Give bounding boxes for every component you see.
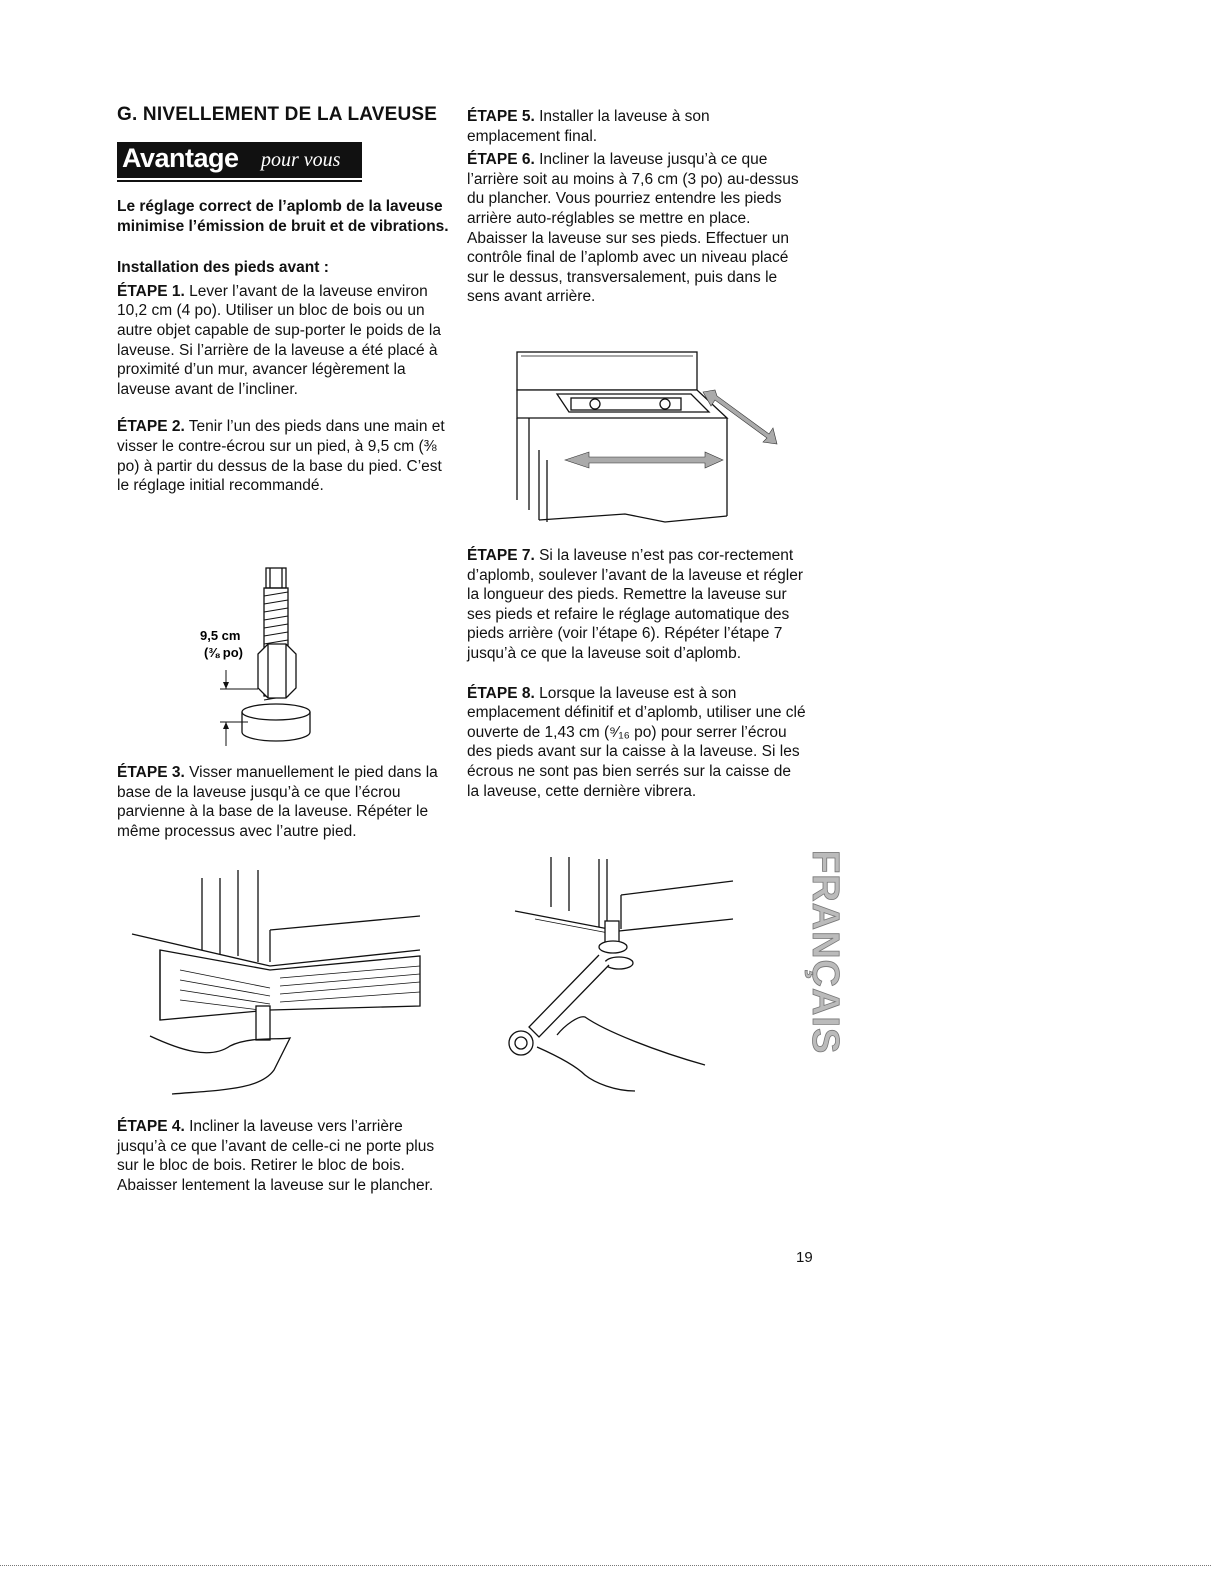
front-feet-heading: Installation des pieds avant : xyxy=(117,259,329,277)
step-7-text: Si la laveuse n’est pas cor-rectement d’aplomb, soulever l’avant de la laveuse et régler la longueur des pieds. Remettre la laveuse sur ses pieds et refaire le réglage automatique des pieds arrière (voir l’étape 6). Répéter l’étape 7 jusqu’à ce que la laveuse soit d’aplomb. xyxy=(467,547,804,662)
wrench-illustration xyxy=(495,855,745,1095)
step-2 xyxy=(117,417,452,495)
left-column-step4 xyxy=(117,1117,452,1195)
washer-level-illustration xyxy=(505,350,790,530)
language-tab-text: FRANÇAIS xyxy=(804,850,846,1055)
wood-block-illustration xyxy=(120,870,440,1100)
step-1 xyxy=(117,282,452,400)
avantage-badge xyxy=(117,142,362,178)
step-1-label: ÉTAPE 1. xyxy=(117,282,185,300)
foot-dimension-in: (⅜ po) xyxy=(204,645,243,660)
step-6-text: Incliner la laveuse jusqu’à ce que l’arrière soit au moins à 7,6 cm (3 po) au-dessus du plancher. Vous pourriez entendre les pieds arrière auto-réglables se mettre en place. Abaisser la laveuse sur ses pieds. Effectuer un contrôle final de l’aplomb avec un niveau placé sur le dessus, transversalement, puis dans le sens avant arrière. xyxy=(467,151,799,306)
down-arrow-icon xyxy=(223,682,229,689)
foot-dimension-cm: 9,5 cm xyxy=(200,628,241,643)
step-6 xyxy=(467,150,807,307)
page-bottom-rule xyxy=(0,1565,1211,1567)
section-title: G. NIVELLEMENT DE LA LAVEUSE xyxy=(117,104,438,125)
step-4-label: ÉTAPE 4. xyxy=(117,1118,185,1135)
step-7-label: ÉTAPE 7. xyxy=(467,547,535,564)
up-arrow-icon xyxy=(223,722,229,729)
step-8-text: Lorsque la laveuse est à son emplacement définitif et d’aplomb, utiliser une clé ouverte de 1,43 cm (⁹⁄₁₆ po) pour serrer l’écrou des pieds avant sur la caisse à la laveuse. Si les écrous ne sont pas bien serrés sur la caisse de la laveuse, cette dernière vibrera. xyxy=(467,684,806,800)
step-3-label: ÉTAPE 3. xyxy=(117,764,185,781)
step-8 xyxy=(467,684,807,802)
step-4 xyxy=(117,1117,452,1195)
step-1-text: Lever l’avant de la laveuse environ 10,2 cm (4 po). Utiliser un bloc de bois ou un autre objet capable de sup-porter le poids de la laveuse. Si l’arrière de la laveuse a été placé à proximité d’un mur, avancer légèrement la laveuse avant de l’incliner. xyxy=(117,282,441,398)
leveling-foot-illustration xyxy=(190,560,340,760)
language-side-tab xyxy=(793,850,853,1070)
step-2-label: ÉTAPE 2. xyxy=(117,418,185,436)
step-5-label: ÉTAPE 5. xyxy=(467,108,535,125)
step-3-text: Visser manuellement le pied dans la base de la laveuse jusqu’à ce que l’écrou parvienne à la base de la laveuse. Répéter le même processus avec l’autre pied. xyxy=(117,764,438,840)
step-2-text: Tenir l’un des pieds dans une main et visser le contre-écrou sur un pied, à 9,5 cm (⅜ po) à partir du dessus de la base du pied. C’est le réglage initial recommandé. xyxy=(117,418,445,495)
horizontal-level-arrow-icon xyxy=(565,452,723,468)
badge-italic-text: pour vous xyxy=(261,149,341,171)
step-7 xyxy=(467,546,807,664)
step-8-label: ÉTAPE 8. xyxy=(467,684,535,702)
right-column xyxy=(467,107,807,307)
step-4-text: Incliner la laveuse vers l’arrière jusqu’à ce que l’avant de celle-ci ne porte plus sur le bloc de bois. Retirer le bloc de bois. Abaisser lentement la laveuse sur le plancher. xyxy=(117,1118,435,1194)
right-column-steps-7-8 xyxy=(467,546,807,801)
step-5 xyxy=(467,107,807,146)
intro-text: Le réglage correct de l’aplomb de la laveuse minimise l’émission de bruit et de vibrations. xyxy=(117,198,449,235)
left-column-step3 xyxy=(117,763,452,841)
page-number: 19 xyxy=(796,1249,813,1266)
step-3 xyxy=(117,763,452,841)
badge-underline xyxy=(117,180,362,182)
step-5-text: Installer la laveuse à son emplacement final. xyxy=(467,108,710,145)
badge-main-text: Avantage xyxy=(122,143,239,173)
step-6-label: ÉTAPE 6. xyxy=(467,151,535,169)
left-column xyxy=(117,197,452,496)
